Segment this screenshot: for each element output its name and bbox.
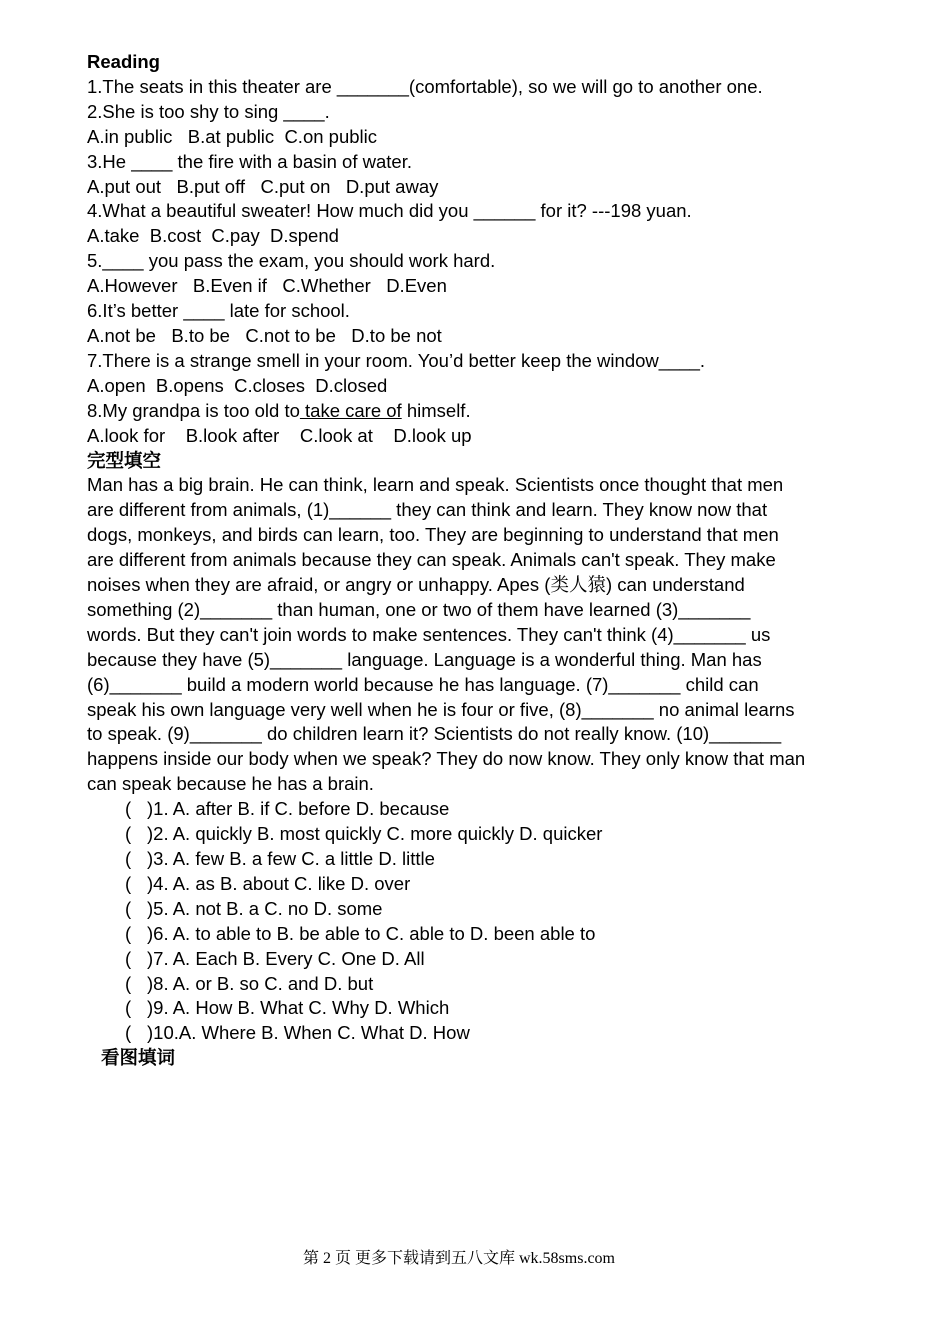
- cloze-option-row: [87, 1021, 847, 1046]
- cloze-option-row: [87, 872, 847, 897]
- passage-line: can speak because he has a brain.: [87, 773, 374, 795]
- cloze-option-text: )5. A. not B. a C. no D. some: [147, 897, 383, 919]
- cloze-heading: 完型填空: [87, 449, 162, 471]
- cloze-option-row: [87, 897, 847, 922]
- cloze-option-text: )4. A. as B. about C. like D. over: [147, 872, 411, 894]
- answer-paren: (: [125, 848, 132, 869]
- cloze-option-text: )3. A. few B. a few C. a little D. little: [147, 848, 435, 869]
- passage-line: Man has a big brain. He can think, learn and speak. Scientists once thought that men: [87, 474, 784, 496]
- cloze-option-text: )9. A. How B. What C. Why D. Which: [147, 997, 450, 1019]
- passage-line: words. But they can't join words to make sentences. They can't think (4)_______ us: [87, 623, 771, 645]
- question-3-options: A.put out B.put off C.put on D.put away: [87, 175, 439, 197]
- cloze-option-row: [87, 947, 847, 972]
- question-2-options: A.in public B.at public C.on public: [87, 125, 377, 147]
- cloze-option-row: [87, 847, 847, 872]
- cloze-option-text: )6. A. to able to B. be able to C. able to D. been able to: [147, 922, 596, 944]
- passage-line: noises when they are afraid, or angry or unhappy. Apes (类人猿) can understand: [87, 574, 745, 596]
- answer-paren: (: [125, 823, 132, 845]
- passage-line: happens inside our body when we speak? They do now know. They only know that man: [87, 748, 806, 770]
- cloze-option-row: [87, 822, 847, 847]
- page-footer: 第 2 页 更多下载请到五八文库 wk.58sms.com: [302, 1250, 615, 1267]
- question-8-text-start: 8.My grandpa is too old to: [87, 399, 300, 421]
- document-page: [87, 50, 847, 1071]
- answer-paren: (: [125, 947, 132, 969]
- cloze-option-row: [87, 797, 847, 822]
- answer-paren: (: [125, 972, 132, 994]
- cloze-option-row: [87, 922, 847, 947]
- cloze-options-list: [87, 797, 847, 1046]
- question-6-options: A.not be B.to be C.not to be D.to be not: [87, 324, 442, 346]
- picture-fill-heading: 看图填词: [101, 1047, 176, 1069]
- cloze-option-text: )10.A. Where B. When C. What D. How: [147, 1022, 470, 1044]
- question-4-options: A.take B.cost C.pay D.spend: [87, 225, 339, 247]
- question-7-options: A.open B.opens C.closes D.closed: [87, 374, 388, 396]
- cloze-passage: [87, 473, 847, 797]
- passage-line: to speak. (9)_______ do children learn it? Scientists do not really know. (10)_______: [87, 723, 782, 745]
- question-5: 5.____ you pass the exam, you should work hard.: [87, 250, 496, 272]
- question-8-underlined-phrase: take care of: [299, 399, 402, 421]
- answer-paren: (: [125, 997, 132, 1019]
- reading-heading: Reading: [87, 51, 160, 72]
- passage-line: are different from animals because they can speak. Animals can't speak. They make: [87, 549, 776, 571]
- cloze-option-row: [87, 972, 847, 997]
- question-8: [87, 399, 847, 424]
- passage-line: because they have (5)_______ language. Language is a wonderful thing. Man has: [87, 648, 762, 670]
- question-8-text-end: himself.: [401, 399, 471, 421]
- question-1: 1.The seats in this theater are _______(comfortable), so we will go to another one.: [87, 75, 763, 97]
- cloze-option-text: )7. A. Each B. Every C. One D. All: [147, 947, 425, 969]
- passage-line: are different from animals, (1)______ they can think and learn. They know now that: [87, 499, 768, 521]
- passage-line: dogs, monkeys, and birds can learn, too. They are beginning to understand that men: [87, 524, 779, 546]
- question-8-options: A.look for B.look after C.look at D.look up: [87, 424, 472, 446]
- cloze-option-text: )2. A. quickly B. most quickly C. more quickly D. quicker: [147, 823, 603, 845]
- question-6: 6.It’s better ____ late for school.: [87, 300, 350, 322]
- answer-paren: (: [125, 1022, 132, 1044]
- question-2: 2.She is too shy to sing ____.: [87, 100, 330, 122]
- question-5-options: A.However B.Even if C.Whether D.Even: [87, 275, 447, 297]
- cloze-option-row: [87, 996, 847, 1021]
- passage-line: speak his own language very well when he is four or five, (8)_______ no animal learns: [87, 698, 795, 720]
- answer-paren: (: [125, 922, 132, 944]
- question-7: 7.There is a strange smell in your room. You’d better keep the window____.: [87, 349, 706, 371]
- cloze-option-text: )8. A. or B. so C. and D. but: [147, 972, 374, 994]
- cloze-option-text: )1. A. after B. if C. before D. because: [147, 798, 450, 820]
- answer-paren: (: [125, 872, 132, 894]
- answer-paren: (: [125, 798, 132, 820]
- question-3: 3.He ____ the fire with a basin of water.: [87, 150, 412, 172]
- question-4: 4.What a beautiful sweater! How much did you ______ for it? ---198 yuan.: [87, 200, 692, 222]
- passage-line: something (2)_______ than human, one or two of them have learned (3)_______: [87, 598, 751, 620]
- passage-line: (6)_______ build a modern world because he has language. (7)_______ child can: [87, 673, 759, 695]
- answer-paren: (: [125, 897, 132, 919]
